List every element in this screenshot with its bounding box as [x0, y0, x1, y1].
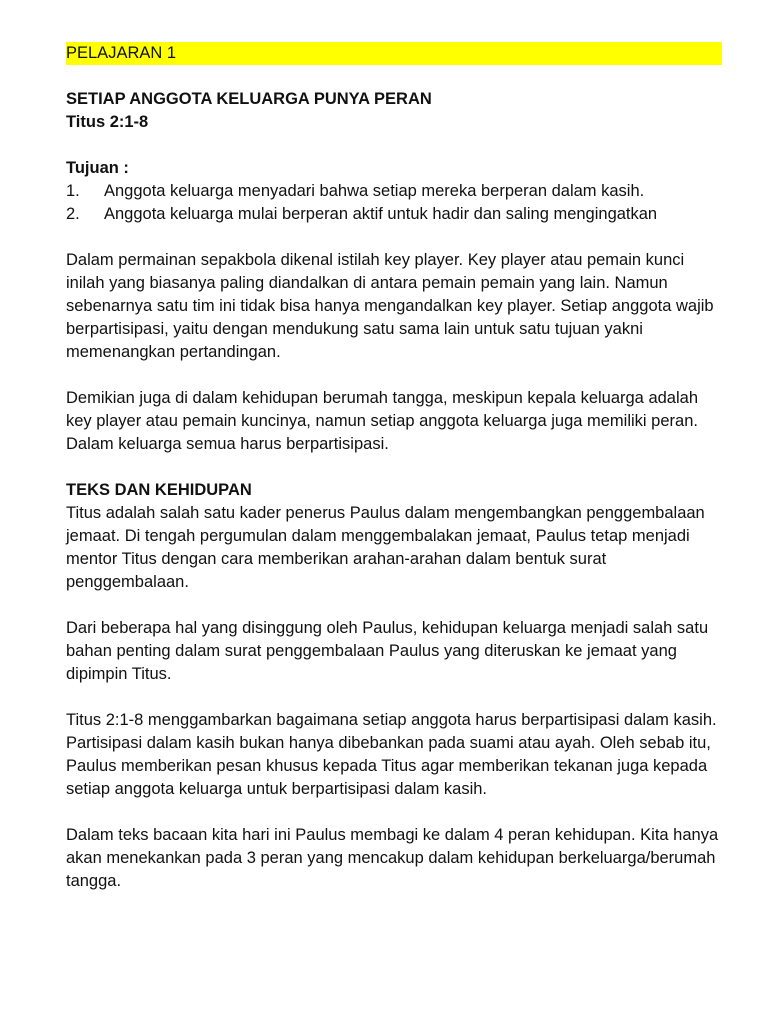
spacer [66, 65, 722, 88]
spacer [66, 364, 722, 387]
spacer [66, 456, 722, 479]
goal-text: Anggota keluarga mulai berperan aktif untuk hadir dan saling mengingatkan [104, 205, 658, 223]
lesson-label: PELAJARAN 1 [66, 44, 177, 62]
section-heading: TEKS DAN KEHIDUPAN [66, 481, 252, 499]
section-paragraph: Dari beberapa hal yang disinggung oleh Paulus, kehidupan keluarga menjadi salah satu bahan penting dalam surat penggembalaan Paulus yang diteruskan ke jemaat yang dipimpin Titus. [66, 619, 709, 683]
goals-list [66, 180, 722, 226]
section-paragraph: Dalam teks bacaan kita hari ini Paulus membagi ke dalam 4 peran kehidupan. Kita hanya akan menekankan pada 3 peran yang mencakup dalam kehidupan berkeluarga/berumah tangga. [66, 826, 719, 890]
spacer [66, 134, 722, 157]
goal-item [66, 180, 722, 203]
intro-paragraph: Dalam permainan sepakbola dikenal istilah key player. Key player atau pemain kunci inilah yang biasanya paling diandalkan di antara pemain pemain yang lain. Namun sebenarnya satu tim ini tidak bisa hanya mengandalkan key player. Setiap anggota wajib berpartisipasi, yaitu dengan mendukung satu sama lain untuk satu tujuan yakni memenangkan pertandingan. [66, 251, 714, 361]
bible-reference: Titus 2:1-8 [66, 113, 149, 131]
lesson-label-highlight [66, 42, 722, 65]
intro-paragraph: Demikian juga di dalam kehidupan berumah tangga, meskipun kepala keluarga adalah key player atau pemain kuncinya, namun setiap anggota keluarga juga memiliki peran. Dalam keluarga semua harus berpartisipasi. [66, 389, 698, 453]
spacer [66, 594, 722, 617]
goal-text: Anggota keluarga menyadari bahwa setiap mereka berperan dalam kasih. [104, 182, 645, 200]
goal-item [66, 203, 722, 226]
spacer [66, 226, 722, 249]
section-paragraph: Titus adalah salah satu kader penerus Paulus dalam mengembangkan penggembalaan jemaat. Di tengah pergumulan dalam menggembalakan jemaat, Paulus tetap menjadi mentor Titus dengan cara memberikan arahan-arahan dalam bentuk surat penggembalaan. [66, 504, 705, 591]
spacer [66, 801, 722, 824]
goals-heading: Tujuan : [66, 159, 129, 177]
spacer [66, 686, 722, 709]
goal-number: 2. [66, 205, 80, 223]
goal-number: 1. [66, 182, 80, 200]
section-paragraph: Titus 2:1-8 menggambarkan bagaimana setiap anggota harus berpartisipasi dalam kasih. Partisipasi dalam kasih bukan hanya dibebankan pada suami atau ayah. Oleh sebab itu, Paulus memberikan pesan khusus kepada Titus agar memberikan tekanan juga kepada setiap anggota keluarga untuk berpartisipasi dalam kasih. [66, 711, 717, 798]
lesson-title: SETIAP ANGGOTA KELUARGA PUNYA PERAN [66, 90, 432, 108]
